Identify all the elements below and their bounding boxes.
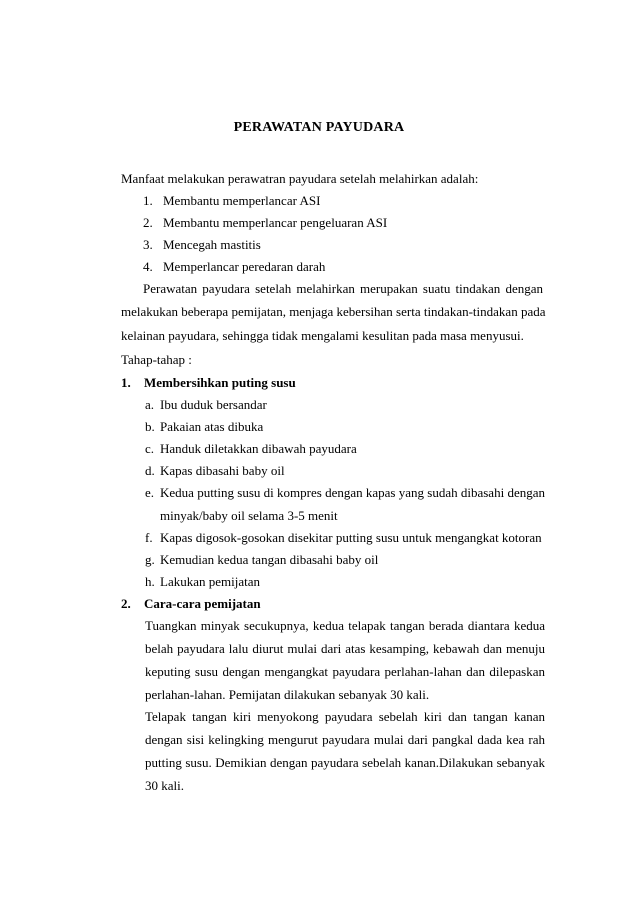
- intro-text: Manfaat melakukan perawatran payudara setelah melahirkan adalah:: [121, 171, 479, 186]
- benefit-text: Mencegah mastitis: [163, 237, 261, 252]
- section-paragraph-line: 30 kali.: [145, 778, 184, 793]
- item-letter: f.: [145, 530, 153, 545]
- item-letter: d.: [145, 463, 155, 478]
- section-paragraph-line: perlahan-lahan. Pemijatan dilakukan sebanyak 30 kali.: [145, 687, 430, 702]
- item-text: Kapas digosok-gosokan disekitar putting susu untuk mengangkat kotoran: [160, 530, 542, 545]
- benefit-number: 4.: [143, 259, 153, 274]
- section-paragraph-line: dengan sisi kelingking mengurut payudara mulai dari pangkal dada kea rah: [145, 732, 545, 747]
- item-text: Handuk diletakkan dibawah payudara: [160, 441, 357, 456]
- item-text: Kemudian kedua tangan dibasahi baby oil: [160, 552, 379, 567]
- section-number: 1.: [121, 375, 131, 390]
- page-title: PERAWATAN PAYUDARA: [233, 120, 405, 135]
- item-text: Ibu duduk bersandar: [160, 397, 267, 412]
- item-letter: c.: [145, 441, 155, 456]
- paragraph-line: Perawatan payudara setelah melahirkan merupakan suatu tindakan dengan: [143, 281, 543, 296]
- section-paragraph-line: Telapak tangan kiri menyokong payudara sebelah kiri dan tangan kanan: [145, 709, 545, 724]
- benefit-text: Membantu memperlancar pengeluaran ASI: [163, 215, 388, 230]
- section-paragraph-line: belah payudara lalu diurut mulai dari atas kesamping, kebawah dan menuju: [145, 641, 545, 656]
- item-text: Kedua putting susu di kompres dengan kapas yang sudah dibasahi dengan: [160, 485, 545, 500]
- section-paragraph-line: keputing susu dengan mengangkat payudara perlahan-lahan dan dilepaskan: [145, 664, 545, 679]
- section-heading: Cara-cara pemijatan: [144, 596, 261, 611]
- benefit-text: Memperlancar peredaran darah: [163, 259, 326, 274]
- benefit-number: 3.: [143, 237, 153, 252]
- section-paragraph-line: Tuangkan minyak secukupnya, kedua telapak tangan berada diantara kedua: [145, 618, 545, 633]
- item-letter: e.: [145, 485, 155, 500]
- item-letter: h.: [145, 574, 155, 589]
- item-text: Lakukan pemijatan: [160, 574, 260, 589]
- item-text: Kapas dibasahi baby oil: [160, 463, 285, 478]
- section-number: 2.: [121, 596, 131, 611]
- benefit-number: 1.: [143, 193, 153, 208]
- stages-label: Tahap-tahap :: [121, 352, 192, 367]
- benefit-text: Membantu memperlancar ASI: [163, 193, 321, 208]
- section-heading: Membersihkan puting susu: [144, 375, 296, 390]
- item-text-continued: minyak/baby oil selama 3-5 menit: [160, 508, 338, 523]
- paragraph-line: kelainan payudara, sehingga tidak mengalami kesulitan pada masa menyusui.: [121, 328, 524, 343]
- item-letter: b.: [145, 419, 155, 434]
- item-letter: a.: [145, 397, 155, 412]
- item-text: Pakaian atas dibuka: [160, 419, 264, 434]
- item-letter: g.: [145, 552, 155, 567]
- section-paragraph-line: putting susu. Demikian dengan payudara sebelah kanan.Dilakukan sebanyak: [145, 755, 545, 770]
- benefit-number: 2.: [143, 215, 153, 230]
- paragraph-line: melakukan beberapa pemijatan, menjaga kebersihan serta tindakan-tindakan pada: [121, 304, 546, 319]
